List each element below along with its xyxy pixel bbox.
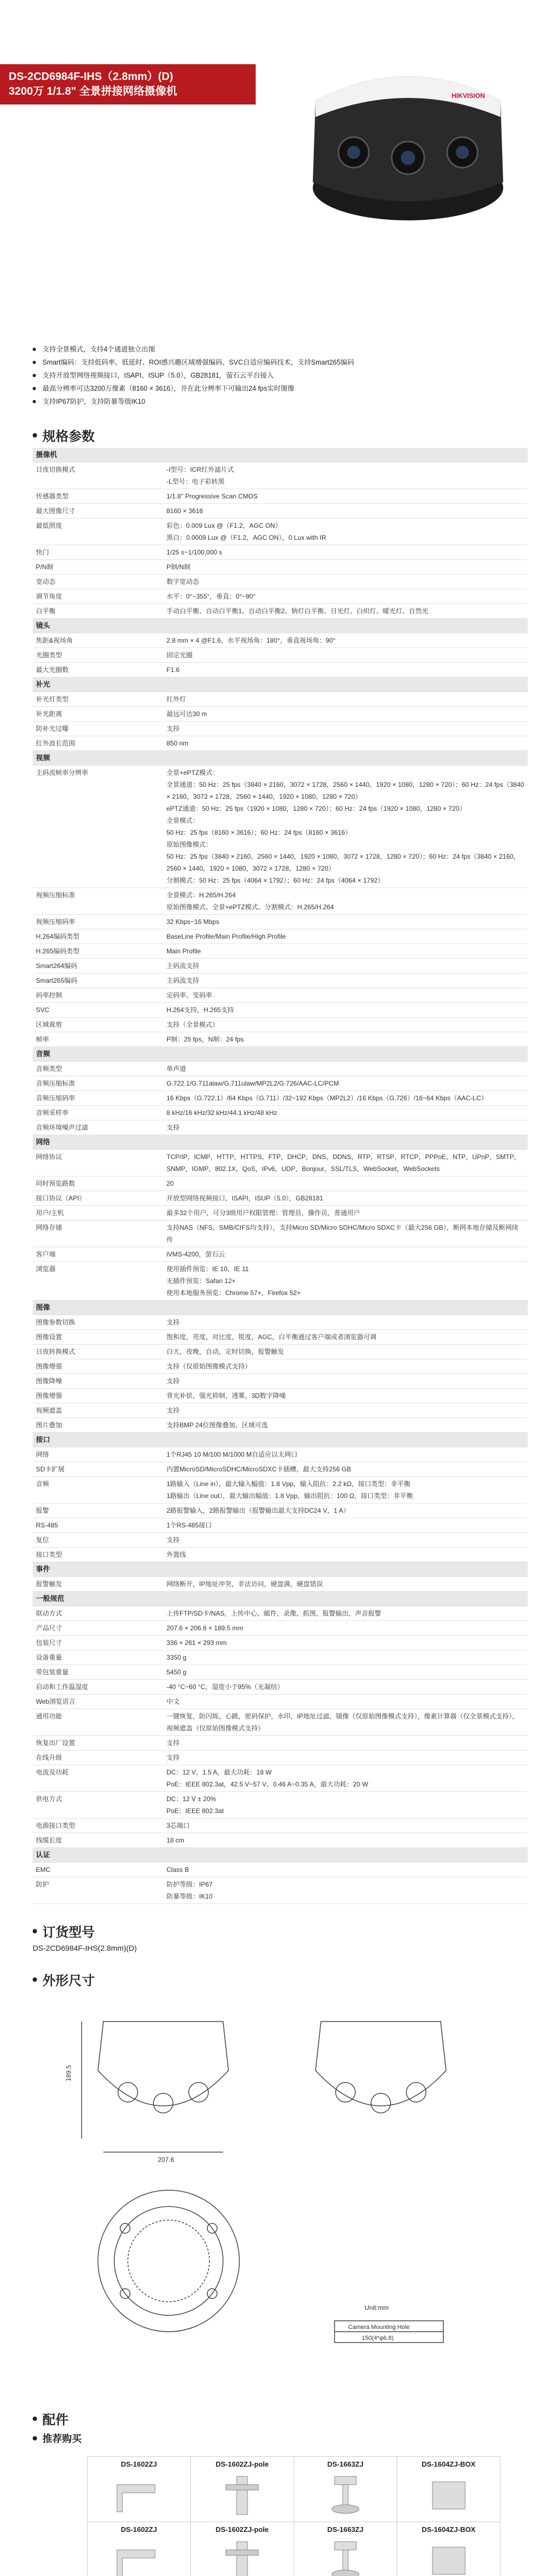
spec-value: 1路输入（Line in），最大输入幅值：1.8 Vpp，输入阻抗：2.2 kΩ，接口类型：非平衡 1路输出（Line out），最大输出幅值：1.8 Vpp，输出阻抗：100 Ω，接口类型：非平衡 xyxy=(163,1477,528,1503)
spec-value: 上传FTP/SD卡/NAS，上传中心，邮件，录像，抓图，报警输出，声音报警 xyxy=(163,1606,528,1621)
spec-key: 补光灯类型 xyxy=(33,692,163,707)
bullet-icon xyxy=(33,2436,37,2441)
spec-key: 线缆长度 xyxy=(33,1833,163,1848)
feature-item: 支持IP67防护，支持防暴等级IK10 xyxy=(33,395,544,408)
spec-key: 接口类型 xyxy=(33,1548,163,1562)
spec-key: 区域裁剪 xyxy=(33,1018,163,1032)
spec-value: 18 cm xyxy=(163,1833,528,1848)
spec-category: 事件 xyxy=(33,1562,528,1577)
pendant-mount-icon xyxy=(313,2539,378,2576)
spec-value: Main Profile xyxy=(163,944,528,959)
order-title: 订货型号 xyxy=(42,1925,95,1940)
spec-key: 通用功能 xyxy=(33,1709,163,1736)
spec-value: 单声道 xyxy=(163,1062,528,1076)
spec-value: H.264支持，H.265支持 xyxy=(163,1003,528,1018)
spec-row xyxy=(33,1032,528,1047)
spec-value: 1/25 s~1/100,000 s xyxy=(163,545,528,560)
spec-value: 支持 xyxy=(163,1403,528,1418)
pendant-mount-icon xyxy=(313,2474,378,2517)
spec-key: 设备重量 xyxy=(33,1650,163,1665)
spec-value: 全景+ePTZ模式： 全景通道：50 Hz：25 fps（3840 × 2160，3072 × 1728，2560 × 1440，1920 × 1080，1280 × 720）；60 Hz：24 fps（3840 × 2160，3072 × 1728，2560 × 1440，1920 × 1080，1280 × 720） ePTZ通道：50 Hz：25 fps（1920 × 1080，1280 × 720）；60 Hz：24 fps（1920 × 1080，1280 × 720） 全景模式： 50 Hz：25 fps（8160 × 3616）；60 Hz：24 fps（8160 × 3616） 原始图像模式： 50 Hz：25 fps（3840 × 2160，2560 × 1440，1920 × 1080，3072 × 1728，1280 × 720）；60 Hz：24 fps（3840 × 2160，2560 × 1440，1920 × 1080，3072 × 1728，1280 × 720） 分割模式：50 Hz：25 fps（4064 × 1792）；60 Hz：24 fps（4064 × 1792） xyxy=(163,766,528,888)
spec-row xyxy=(33,1403,528,1418)
spec-row xyxy=(33,1221,528,1247)
spec-category-row xyxy=(33,1135,528,1150)
spec-value: F1.6 xyxy=(163,663,528,677)
spec-row xyxy=(33,1206,528,1221)
spec-row xyxy=(33,489,528,504)
camera-image xyxy=(294,57,522,242)
spec-key: 同时预览路数 xyxy=(33,1176,163,1191)
spec-key: 红外波长范围 xyxy=(33,736,163,751)
order-model: DS-2CD6984F-IHS(2.8mm)(D) xyxy=(33,1944,137,1952)
accessories-row xyxy=(88,2457,500,2522)
accessory-cell xyxy=(190,2522,294,2576)
spec-category: 接口 xyxy=(33,1433,528,1447)
spec-row xyxy=(33,1262,528,1301)
spec-category-row xyxy=(33,1562,528,1577)
spec-key: 音频压缩码率 xyxy=(33,1091,163,1106)
spec-row xyxy=(33,463,528,489)
pole-mount-icon xyxy=(209,2474,275,2517)
spec-value: iVMS-4200，萤石云 xyxy=(163,1247,528,1262)
spec-value: 支持 xyxy=(163,1315,528,1330)
spec-value: 固定光圈 xyxy=(163,648,528,663)
spec-value: BaseLine Profile/Main Profile/High Profile xyxy=(163,929,528,944)
spec-key: 最大图像尺寸 xyxy=(33,504,163,519)
recommended-subtitle-row xyxy=(33,2431,544,2445)
product-subtitle: 3200万 1/1.8" 全景拼接网络摄像机 xyxy=(9,85,177,97)
spec-title: 规格参数 xyxy=(42,429,95,444)
spec-row xyxy=(33,1018,528,1032)
accessory-cell xyxy=(190,2457,294,2522)
spec-row xyxy=(33,1518,528,1533)
spec-row xyxy=(33,1374,528,1389)
spec-value: 20 xyxy=(163,1176,528,1191)
spec-row xyxy=(33,648,528,663)
spec-value: 支持 xyxy=(163,1374,528,1389)
spec-key: 防护 xyxy=(33,1877,163,1904)
spec-key: 焦距&视场角 xyxy=(33,633,163,648)
spec-key: RS-485 xyxy=(33,1518,163,1533)
spec-row xyxy=(33,1315,528,1330)
spec-key: 日夜切换模式 xyxy=(33,463,163,489)
spec-row xyxy=(33,1665,528,1680)
spec-key: 电源接口类型 xyxy=(33,1819,163,1833)
spec-key: 网络存储 xyxy=(33,1221,163,1247)
spec-key: 最大光圈数 xyxy=(33,663,163,677)
spec-value: 支持 xyxy=(163,1533,528,1548)
bullet-icon xyxy=(33,1977,37,1982)
spec-key: 联动方式 xyxy=(33,1606,163,1621)
header xyxy=(0,0,544,283)
spec-row xyxy=(33,545,528,560)
spec-row xyxy=(33,1863,528,1877)
spec-row xyxy=(33,1176,528,1191)
height-label: 189.5 xyxy=(65,2065,72,2081)
spec-key: 产品尺寸 xyxy=(33,1621,163,1636)
spec-key: 图像增强 xyxy=(33,1359,163,1374)
spec-row xyxy=(33,1503,528,1518)
spec-value: 饱和度，亮度，对比度，锐度，AGC，白平衡通过客户端或者浏览器可调 xyxy=(163,1330,528,1345)
spec-value: 3350 g xyxy=(163,1650,528,1665)
spec-value: 手动白平衡、自动白平衡1、自动白平衡2、钠灯白平衡、日光灯、白炽灯、暖光灯、自然光 xyxy=(163,604,528,619)
spec-row xyxy=(33,504,528,519)
product-model: DS-2CD6984F-IHS（2.8mm）(D) xyxy=(9,71,174,83)
spec-value: 使用插件预览：IE 10，IE 11 无插件预览：Safari 12+ 使用本地服务预览：Chrome 57+，Firefox 52+ xyxy=(163,1262,528,1301)
spec-section-title xyxy=(33,426,544,445)
spec-row xyxy=(33,766,528,888)
spec-key: 图像降噪 xyxy=(33,1374,163,1389)
spec-row xyxy=(33,959,528,973)
spec-value: 32 Kbps~16 Mbps xyxy=(163,915,528,929)
spec-value: 207.6 × 206.6 × 189.5 mm xyxy=(163,1621,528,1636)
feature-item: 支持开放型网络视频接口，ISAPI、ISUP（5.0），GB28181，萤石云平台接入 xyxy=(33,369,544,382)
spec-key: 视频压缩标准 xyxy=(33,888,163,915)
spec-row xyxy=(33,1792,528,1819)
spec-row xyxy=(33,1345,528,1359)
spec-row xyxy=(33,692,528,707)
spec-row xyxy=(33,1709,528,1736)
dimension-drawings xyxy=(33,2000,522,2392)
spec-key: 客户端 xyxy=(33,1247,163,1262)
spec-key: 音频采样率 xyxy=(33,1106,163,1120)
accessory-name: DS-1602ZJ-pole xyxy=(215,2460,269,2468)
spec-row xyxy=(33,663,528,677)
spec-row xyxy=(33,1462,528,1477)
spec-category: 补光 xyxy=(33,677,528,692)
junction-box-icon xyxy=(416,2539,481,2576)
spec-value: 2.8 mm × 4 @F1.6，水平视场角：180°，垂直视场角：90° xyxy=(163,633,528,648)
spec-key: 码率控制 xyxy=(33,988,163,1003)
spec-value: 5450 g xyxy=(163,1665,528,1680)
spec-key: 快门 xyxy=(33,545,163,560)
feature-item: Smart编码：支持低码率、低延时、ROI感兴趣区域增强编码、SVC自适应编码技术，支持Smart265编码 xyxy=(33,356,544,369)
spec-value: P制/N制 xyxy=(163,560,528,575)
spec-row xyxy=(33,722,528,736)
bullet-icon xyxy=(33,1929,37,1933)
spec-row xyxy=(33,1621,528,1636)
spec-key: 补光距离 xyxy=(33,707,163,722)
spec-key: SD卡扩展 xyxy=(33,1462,163,1477)
spec-key: Smart264编码 xyxy=(33,959,163,973)
spec-key: 最低照度 xyxy=(33,519,163,545)
spec-key: 传感器类型 xyxy=(33,489,163,504)
spec-value: 支持BMP 24位图像叠加，区域可选 xyxy=(163,1418,528,1433)
spec-value: -I型号：ICR红外滤片式 -L型号：电子彩转黑 xyxy=(163,463,528,489)
spec-value: 定码率、变码率 xyxy=(163,988,528,1003)
wall-mount-icon xyxy=(106,2539,171,2576)
accessories-title: 配件 xyxy=(42,2413,69,2427)
spec-key: 恢复出厂设置 xyxy=(33,1736,163,1751)
spec-value: 16 Kbps（G.722.1）/64 Kbps（G.711）/32~192 Kbps（MP2L2）/16 Kbps（G.726）/16~64 Kbps（AAC-LC） xyxy=(163,1091,528,1106)
spec-row xyxy=(33,1877,528,1904)
spec-value: 最远可达30 m xyxy=(163,707,528,722)
spec-category-row xyxy=(33,751,528,766)
spec-row xyxy=(33,1548,528,1562)
spec-row xyxy=(33,1150,528,1176)
spec-value: 背光补偿，强光抑制，透雾，3D数字降噪 xyxy=(163,1389,528,1403)
spec-key: 音频环境噪声过滤 xyxy=(33,1120,163,1135)
spec-value: DC：12 V，1.5 A，最大功耗：18 W PoE：IEEE 802.3at，42.5 V~57 V，0.46 A~0.35 A，最大功耗：20 W xyxy=(163,1765,528,1792)
spec-row xyxy=(33,1076,528,1091)
accessories-row xyxy=(88,2522,500,2576)
spec-value: 支持 xyxy=(163,1751,528,1765)
spec-category: 网络 xyxy=(33,1135,528,1150)
spec-value: 8 kHz/16 kHz/32 kHz/44.1 kHz/48 kHz xyxy=(163,1106,528,1120)
spec-row xyxy=(33,1606,528,1621)
spec-row xyxy=(33,560,528,575)
spec-value: 336 × 261 × 293 mm xyxy=(163,1636,528,1650)
spec-row xyxy=(33,1062,528,1076)
spec-row xyxy=(33,1191,528,1206)
spec-table xyxy=(33,448,528,1904)
title-banner xyxy=(0,64,256,104)
spec-row xyxy=(33,1751,528,1765)
spec-value: 开放型网络视频接口，ISAPI，ISUP（5.0），GB28181 xyxy=(163,1191,528,1206)
spec-value: 支持（全景模式） xyxy=(163,1018,528,1032)
spec-row xyxy=(33,1577,528,1592)
accessory-cell xyxy=(397,2522,500,2576)
spec-row xyxy=(33,589,528,604)
spec-category: 一般规范 xyxy=(33,1592,528,1606)
spec-row xyxy=(33,1736,528,1751)
mounting-hole-title: Camera Mounting Hole xyxy=(348,2324,410,2331)
spec-row xyxy=(33,1477,528,1503)
spec-key: 音频类型 xyxy=(33,1062,163,1076)
accessory-name: DS-1663ZJ xyxy=(327,2460,364,2468)
spec-key: 光圈类型 xyxy=(33,648,163,663)
spec-row xyxy=(33,915,528,929)
spec-row xyxy=(33,1833,528,1848)
spec-key: 启动和工作温湿度 xyxy=(33,1680,163,1694)
spec-category: 摄像机 xyxy=(33,448,528,463)
spec-row xyxy=(33,944,528,959)
spec-key: 浏览器 xyxy=(33,1262,163,1301)
spec-key: 防补光过曝 xyxy=(33,722,163,736)
spec-key: 日夜转换模式 xyxy=(33,1345,163,1359)
spec-row xyxy=(33,604,528,619)
spec-key: 网络 xyxy=(33,1447,163,1462)
spec-value: 1个RS-485接口 xyxy=(163,1518,528,1533)
spec-row xyxy=(33,1359,528,1374)
spec-key: 宽动态 xyxy=(33,575,163,589)
accessory-cell xyxy=(294,2522,397,2576)
spec-key: 音频 xyxy=(33,1477,163,1503)
spec-key: 帧率 xyxy=(33,1032,163,1047)
spec-key: 图像参数切换 xyxy=(33,1315,163,1330)
width-label: 207.6 xyxy=(158,2156,175,2164)
spec-value: -40 °C~60 °C，湿度小于95%（无凝结） xyxy=(163,1680,528,1694)
spec-value: 内置MicroSD/MicroSDHC/MicroSDXC卡插槽，最大支持256 GB xyxy=(163,1462,528,1477)
accessory-name: DS-1602ZJ xyxy=(121,2525,157,2534)
spec-key: SVC xyxy=(33,1003,163,1018)
spec-row xyxy=(33,575,528,589)
accessory-name: DS-1604ZJ-BOX xyxy=(422,2460,476,2468)
spec-key: H.265编码类型 xyxy=(33,944,163,959)
spec-value: 支持NAS（NFS，SMB/CIFS均支持），支持Micro SD/Micro SDHC/Micro SDXC卡（最大256 GB），断网本地存储及断网续传 xyxy=(163,1221,528,1247)
spec-row xyxy=(33,973,528,988)
spec-value: Class B xyxy=(163,1863,528,1877)
spec-row xyxy=(33,1106,528,1120)
spec-key: 白平衡 xyxy=(33,604,163,619)
dims-title: 外形尺寸 xyxy=(42,1974,95,1988)
spec-key: 调节角度 xyxy=(33,589,163,604)
spec-row xyxy=(33,707,528,722)
spec-key: 图像设置 xyxy=(33,1330,163,1345)
spec-row xyxy=(33,1003,528,1018)
feature-list xyxy=(33,343,544,408)
accessory-cell xyxy=(88,2457,191,2522)
spec-value: 主码流支持 xyxy=(163,973,528,988)
spec-key: P/N制 xyxy=(33,560,163,575)
spec-category-row xyxy=(33,1301,528,1315)
recommended-subtitle: 推荐购买 xyxy=(42,2433,82,2444)
wall-mount-icon xyxy=(106,2474,171,2517)
pole-mount-icon xyxy=(209,2539,275,2576)
spec-value: 主码流支持 xyxy=(163,959,528,973)
spec-key: 接口协议（API） xyxy=(33,1191,163,1206)
spec-key: 图像增强 xyxy=(33,1389,163,1403)
spec-value: 支持 xyxy=(163,1736,528,1751)
spec-key: 音频压缩标准 xyxy=(33,1076,163,1091)
spec-value: 网络断开，IP地址冲突，非法访问，硬盘满，硬盘错误 xyxy=(163,1577,528,1592)
spec-key: 用户/主机 xyxy=(33,1206,163,1221)
spec-category-row xyxy=(33,448,528,463)
spec-key: 视频遮盖 xyxy=(33,1403,163,1418)
accessories-grid xyxy=(87,2456,500,2576)
spec-category-row xyxy=(33,1433,528,1447)
spec-row xyxy=(33,633,528,648)
spec-row xyxy=(33,1091,528,1106)
spec-value: 支持（仅原始图像模式支持） xyxy=(163,1359,528,1374)
spec-row xyxy=(33,1694,528,1709)
bullet-icon xyxy=(33,2417,37,2421)
spec-category-row xyxy=(33,619,528,633)
spec-value: DC：12 V ± 20% PoE：IEEE 802.3at xyxy=(163,1792,528,1819)
spec-category-row xyxy=(33,1848,528,1863)
spec-row xyxy=(33,1389,528,1403)
spec-key: 包装尺寸 xyxy=(33,1636,163,1650)
spec-row xyxy=(33,929,528,944)
spec-category-row xyxy=(33,677,528,692)
spec-row xyxy=(33,1330,528,1345)
spec-category: 认证 xyxy=(33,1848,528,1863)
spec-category: 音频 xyxy=(33,1047,528,1062)
spec-key: 复位 xyxy=(33,1533,163,1548)
spec-value: 全景模式：H.265/H.264 原始图像模式、全景+ePTZ模式、分割模式：H.265/H.264 xyxy=(163,888,528,915)
spec-row xyxy=(33,888,528,915)
brand-logo: HIKVISION xyxy=(452,92,485,100)
spec-row xyxy=(33,1680,528,1694)
spec-category: 视频 xyxy=(33,751,528,766)
spec-key: 报警 xyxy=(33,1503,163,1518)
spec-row xyxy=(33,988,528,1003)
spec-key: H.264编码类型 xyxy=(33,929,163,944)
accessory-cell xyxy=(294,2457,397,2522)
junction-box-icon xyxy=(416,2474,481,2517)
accessory-name: DS-1602ZJ xyxy=(121,2460,157,2468)
spec-row xyxy=(33,1247,528,1262)
spec-category: 镜头 xyxy=(33,619,528,633)
spec-row xyxy=(33,1533,528,1548)
spec-value: 1个RJ45 10 M/100 M/1000 M自适应以太网口 xyxy=(163,1447,528,1462)
spec-value: 2路报警输入，2路报警输出（报警输出最大支持DC24 V，1 A） xyxy=(163,1503,528,1518)
spec-value: 外置线 xyxy=(163,1548,528,1562)
dims-section-title xyxy=(33,1970,544,1989)
spec-value: 彩色：0.009 Lux @（F1.2，AGC ON） 黑白：0.0009 Lux @（F1.2，AGC ON），0 Lux with IR xyxy=(163,519,528,545)
spec-value: 一键恢复，防闪烁，心跳，密码保护，水印，IP地址过滤，镜像（仅原始图像模式支持），像素计算器（仅全景模式支持），视频遮盖（仅原始图像模式支持） xyxy=(163,1709,528,1736)
unit-label: Unit:mm xyxy=(364,2304,389,2312)
spec-value: 中文 xyxy=(163,1694,528,1709)
spec-value: 850 nm xyxy=(163,736,528,751)
spec-key: 视频压缩码率 xyxy=(33,915,163,929)
accessory-cell xyxy=(88,2522,191,2576)
feature-item: 支持全景模式，支持4个通道独立出图 xyxy=(33,343,544,356)
spec-value: 白天，夜晚，自动，定时切换，报警触发 xyxy=(163,1345,528,1359)
spec-key: 主码流帧率分辨率 xyxy=(33,766,163,888)
spec-key: 报警触发 xyxy=(33,1577,163,1592)
spec-value: 最多32个用户，可分3级用户权限管理：管理员，操作员，普通用户 xyxy=(163,1206,528,1221)
spec-value: 1/1.8" Progressive Scan CMOS xyxy=(163,489,528,504)
accessory-name: DS-1663ZJ xyxy=(327,2525,364,2534)
spec-key: 电流及功耗 xyxy=(33,1765,163,1792)
spec-key: EMC xyxy=(33,1863,163,1877)
spec-row xyxy=(33,736,528,751)
spec-key: Smart265编码 xyxy=(33,973,163,988)
spec-category-row xyxy=(33,1047,528,1062)
spec-row xyxy=(33,1120,528,1135)
spec-value: 支持 xyxy=(163,1120,528,1135)
spec-key: 带包装重量 xyxy=(33,1665,163,1680)
bullet-icon xyxy=(33,433,37,437)
spec-value: 红外灯 xyxy=(163,692,528,707)
accessory-cell xyxy=(397,2457,500,2522)
spec-category-row xyxy=(33,1592,528,1606)
dimension-drawing-svg xyxy=(33,2000,522,2392)
spec-value: 防护等级：IP67 防暴等级：IK10 xyxy=(163,1877,528,1904)
spec-value: G.722.1/G.711alaw/G.711ulaw/MP2L2/G.726/AAC-LC/PCM xyxy=(163,1076,528,1091)
spec-row xyxy=(33,1418,528,1433)
spec-value: 8160 × 3616 xyxy=(163,504,528,519)
order-section-title xyxy=(33,1921,544,1940)
spec-value: P制：25 fps，N制：24 fps xyxy=(163,1032,528,1047)
spec-key: 网络协议 xyxy=(33,1150,163,1176)
spec-row xyxy=(33,1765,528,1792)
spec-row xyxy=(33,1447,528,1462)
feature-item: 最高分辨率可达3200万像素（8160 × 3616），并在此分辨率下可输出24 fps实时图像 xyxy=(33,382,544,395)
spec-row xyxy=(33,519,528,545)
spec-row xyxy=(33,1819,528,1833)
spec-value: TCP/IP，ICMP，HTTP，HTTPS，FTP，DHCP，DNS，DDNS，RTP，RTSP，RTCP，PPPoE，NTP，UPnP，SMTP，SNMP，IGMP，802.1X，QoS，IPv6，UDP，Bonjour，SSL/TLS，WebSocket，WebSockets xyxy=(163,1150,528,1176)
spec-key: Web浏览语言 xyxy=(33,1694,163,1709)
mounting-hole-value: 150(4*φ6.8) xyxy=(362,2335,394,2341)
spec-key: 在线升级 xyxy=(33,1751,163,1765)
spec-value: 支持 xyxy=(163,722,528,736)
spec-value: 数字宽动态 xyxy=(163,575,528,589)
spec-value: 3芯端口 xyxy=(163,1819,528,1833)
spec-row xyxy=(33,1650,528,1665)
accessory-name: DS-1602ZJ-pole xyxy=(215,2525,269,2534)
spec-key: 图片叠加 xyxy=(33,1418,163,1433)
spec-row xyxy=(33,1636,528,1650)
accessories-section-title xyxy=(33,2409,544,2428)
accessory-name: DS-1604ZJ-BOX xyxy=(422,2525,476,2534)
spec-value: 水平：0°~355°，垂直：0°~90° xyxy=(163,589,528,604)
spec-category: 图像 xyxy=(33,1301,528,1315)
spec-key: 供电方式 xyxy=(33,1792,163,1819)
